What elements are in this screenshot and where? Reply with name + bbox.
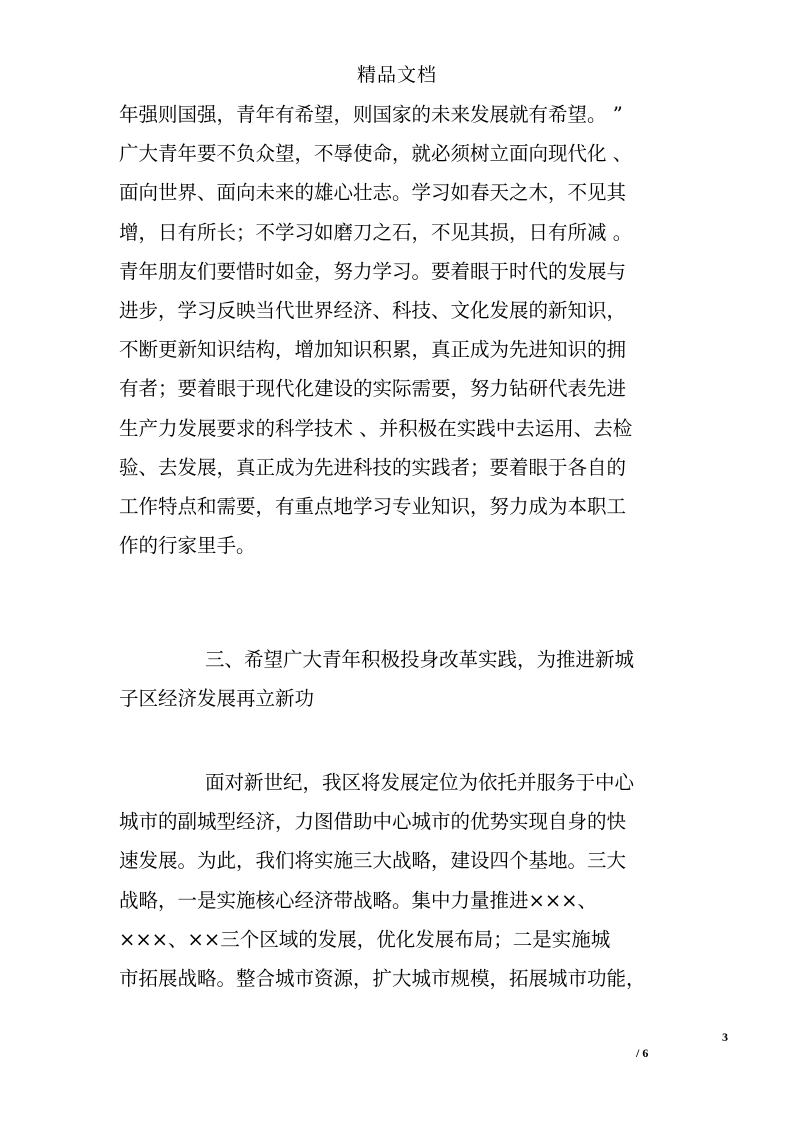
paragraph-line: 广大青年要不负众望，不辱使命，就必须树立面向现代化 、 [119,142,633,166]
section-heading [119,640,679,718]
paragraph-line: 不断更新知识结构，增加知识积累，真正成为先进知识的拥 [119,338,627,362]
paragraph-line: 战略，一是实施核心经济带战略。集中力量推进×××、 [119,888,598,912]
paragraph-2 [119,763,679,998]
page-header-title: 精品文档 [356,64,437,86]
paragraph-line: 城市的副城型经济，力图借助中心城市的优势实现自身的快 [119,810,627,834]
paragraph-line: 青年朋友们要惜时如金，努力学习。要着眼于时代的发展与 [119,259,627,283]
paragraph-line: 年强则国强，青年有希望，则国家的未来发展就有希望。 ” [119,103,623,126]
section-heading-line: 三、希望广大青年积极投身改革实践，为推进新城 [205,648,635,671]
paragraph-line: 面向世界、面向未来的雄心壮志。学习如春天之木，不见其 [119,181,627,205]
paragraph-line: 进步，学习反映当代世界经济、科技、文化发展的新知识， [119,299,627,323]
page-number: 3 [722,1030,728,1044]
paragraph-line: 速发展。为此，我们将实施三大战略，建设四个基地。三大 [119,849,627,873]
paragraph-line: 增，日有所长；不学习如磨刀之石，不见其损，日有所减 。 [119,220,633,244]
paragraph-line: 作的行家里手。 [119,534,256,558]
section-heading-line: 子区经济发展再立新功 [119,687,315,711]
page-total: / 6 [636,1046,649,1060]
paragraph-line: ×××、××三个区域的发展，优化发展布局；二是实施城 [119,927,611,951]
paragraph-line: 市拓展战略。整合城市资源，扩大城市规模，拓展城市功能， [119,967,646,991]
paragraph-line: 验、去发展，真正成为先进科技的实践者；要着眼于各自的 [119,455,627,479]
paragraph-line: 工作特点和需要，有重点地学习专业知识，努力成为本职工 [119,495,627,519]
paragraph-line: 生产力发展要求的科学技术 、并积极在实践中去运用、去检 [119,416,633,440]
paragraph-1 [119,95,679,565]
paragraph-line: 面对新世纪，我区将发展定位为依托并服务于中心 [205,771,635,794]
paragraph-line: 有者；要着眼于现代化建设的实际需要，努力钻研代表先进 [119,377,627,401]
